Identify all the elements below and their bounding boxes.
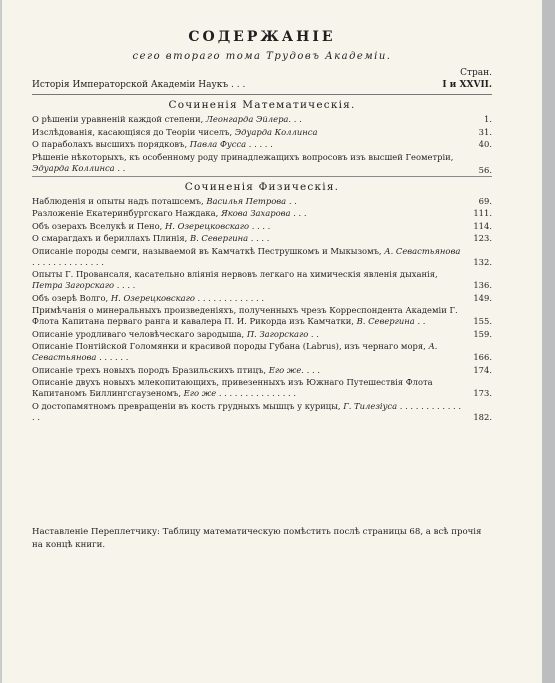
entry-leader-dots: . . [414,316,426,326]
entry-title: О параболахъ высшихъ порядковъ, [32,139,190,149]
entry-leader-dots: . . . [303,364,320,375]
entry-page-number: 132. [473,256,492,267]
toc-entry [32,341,492,363]
toc-entry [32,293,492,304]
entry-leader-dots: . . . . . [246,139,273,149]
entry-author: Н. Озерецковскаго [164,220,250,231]
entry-author: Эдуарда Коллинса [32,162,115,173]
entry-leader-dots: . . [308,328,319,339]
toc-entry [32,365,492,376]
binder-note: Наставленіе Переплетчику: Таблицу математическую помѣстить послѣ страницы 68, а всѣ прочія на концѣ книги. [32,527,482,550]
entry-title: Рѣшеніе нѣкоторыхъ, къ особенному роду принадлежащихъ вопросовъ изъ высшей Геометріи, [32,151,454,162]
toc-entry [32,196,492,207]
toc-entry [32,329,492,340]
page-edge-shadow [542,0,555,683]
entry-leader-dots: . . . [290,208,307,218]
entry-author: Его же [183,388,217,398]
entry-page-number: 114. [473,220,492,231]
toc-entry [32,152,492,177]
entry-title: Описаніе двухъ новыхъ млекопитающихъ, привезенныхъ изъ Южнаго Путешествія Флота Капитаномъ Биллингсгаузеномъ, [32,377,433,398]
entry-leader-dots: . . . . . . . . . . . . . . [32,256,104,267]
entry-leader-dots: . . [291,114,302,124]
entry-author: Василья Петрова [206,195,287,206]
toc-entry [32,114,492,125]
entry-title: Описаніе породы семги, называемой въ Камчаткѣ Пеструшкомъ и Мыкызомъ, [32,245,385,256]
entry-title: Описаніе уродливаго человѣческаго зародыша, [32,328,247,339]
section-heading: Сочиненія Физическія. [184,180,340,193]
section-heading: Сочиненія Математическія. [168,99,356,111]
toc-entry [32,127,492,138]
entry-author: Павла Фусса [189,139,247,149]
divider [32,94,492,95]
entry-page-number: 159. [473,328,492,339]
entry-leader-dots: . . . . [248,233,270,243]
page-title: СОДЕРЖАНІЕ [188,29,336,45]
book-page [2,0,542,683]
entry-page-number: 155. [473,316,492,326]
entry-author: Н. Озерецковскаго [110,292,195,303]
entry-author: А. Севастьянова [384,245,461,256]
entry-page-number: 123. [473,233,492,243]
entry-title: Изслѣдованія, касающіяся до Теоріи чиселъ, [32,126,235,137]
entry-author: П. Загорскаго [246,328,309,339]
history-entry [32,79,492,91]
entry-page-number: 173. [473,388,492,398]
entry-title: Описаніе трехъ новыхъ породъ Бразильскихъ птицъ, [32,364,269,375]
entry-author: Его же. [268,364,304,375]
entry-leader-dots: . . . . . . [96,352,129,362]
toc-entry [32,221,492,232]
entry-page-number: 182. [473,411,492,422]
entry-author: Эдуарда Коллинса [234,126,318,137]
entry-page-number: 56. [478,164,492,175]
history-pages: I и XXVII. [442,80,492,90]
toc-entry [32,246,492,268]
entry-page-number: 1. [484,114,492,124]
entry-leader-dots: . . . . [249,220,271,231]
entry-leader-dots: . . [114,162,126,173]
entry-author: В. Севергина [189,233,249,243]
toc-entry [32,305,492,327]
toc-entry [32,208,492,219]
page-subtitle: сего втораго тома Трудовъ Академіи. [132,51,392,62]
entry-author: Г. Тилезіуса [343,400,398,411]
entry-page-number: 166. [473,352,492,362]
entry-title: Объ озерѣ Волго, [32,292,111,303]
entry-page-number: 174. [473,364,492,375]
entry-author: Петра Загорскаго [32,280,115,290]
sections-container [32,98,492,423]
entry-title: Наблюденія и опыты надъ поташсемъ, [32,195,207,206]
toc-entry [32,377,492,399]
entry-leader-dots: . . . . . . . . . . . . . . . [216,388,297,398]
entry-title: Разложеніе Екатеринбургскаго Наждака, [32,208,221,218]
entry-leader-dots: . . . . [114,280,136,290]
entry-title: О рѣшеніи уравненій каждой степени, [32,114,206,124]
toc-entry [32,401,492,423]
entry-title: Примѣчанія о минеральныхъ произведеніяхъ, полученныхъ чрезъ Корреспондента Академіи Г. Флота Капитана перваго ранга и кавалера П. И. Рикорда изъ Камчатки, [32,305,458,326]
contents-block [32,28,492,424]
entry-title: Объ озерахъ Вселукѣ и Пено, [32,220,165,231]
entry-page-number: 149. [473,292,492,303]
entry-leader-dots: . . . . . . . . . . . . . [194,292,265,303]
entry-leader-dots: . . . . . . . . . . . . . . [32,400,462,422]
entry-page-number: 69. [478,195,492,206]
entry-title: О смарагдахъ и бериллахъ Плинія, [32,233,190,243]
history-text: Исторія Императорской Академіи Наукъ . . . [32,80,246,90]
entry-page-number: 31. [478,126,492,137]
entry-title: О достопамятномъ превращеніи въ кость грудныхъ мышцъ у курицы, [32,400,344,411]
entry-author: Леонгарда Эйлера. [205,114,292,124]
entry-author: Якова Захарова [221,208,291,218]
entry-page-number: 136. [473,280,492,290]
toc-entry [32,233,492,244]
entry-title: Опыты Г. Провансаля, касательно вліянія нервовъ легкаго на химическія явленія дыханія, [32,269,438,279]
entry-page-number: 111. [473,208,492,218]
toc-entry [32,139,492,150]
page-column-header: Стран. [460,68,492,78]
entry-page-number: 40. [478,139,492,149]
toc-entry [32,269,492,291]
entry-author: В. Севергина [356,316,415,326]
entry-leader-dots: . . [286,195,297,206]
entry-title: Описаніе Понтійской Голомянки и красивой породы Губана (Labrus), изъ чернаго моря, [32,341,429,351]
entry-author: А. Севастьянова [32,341,438,362]
